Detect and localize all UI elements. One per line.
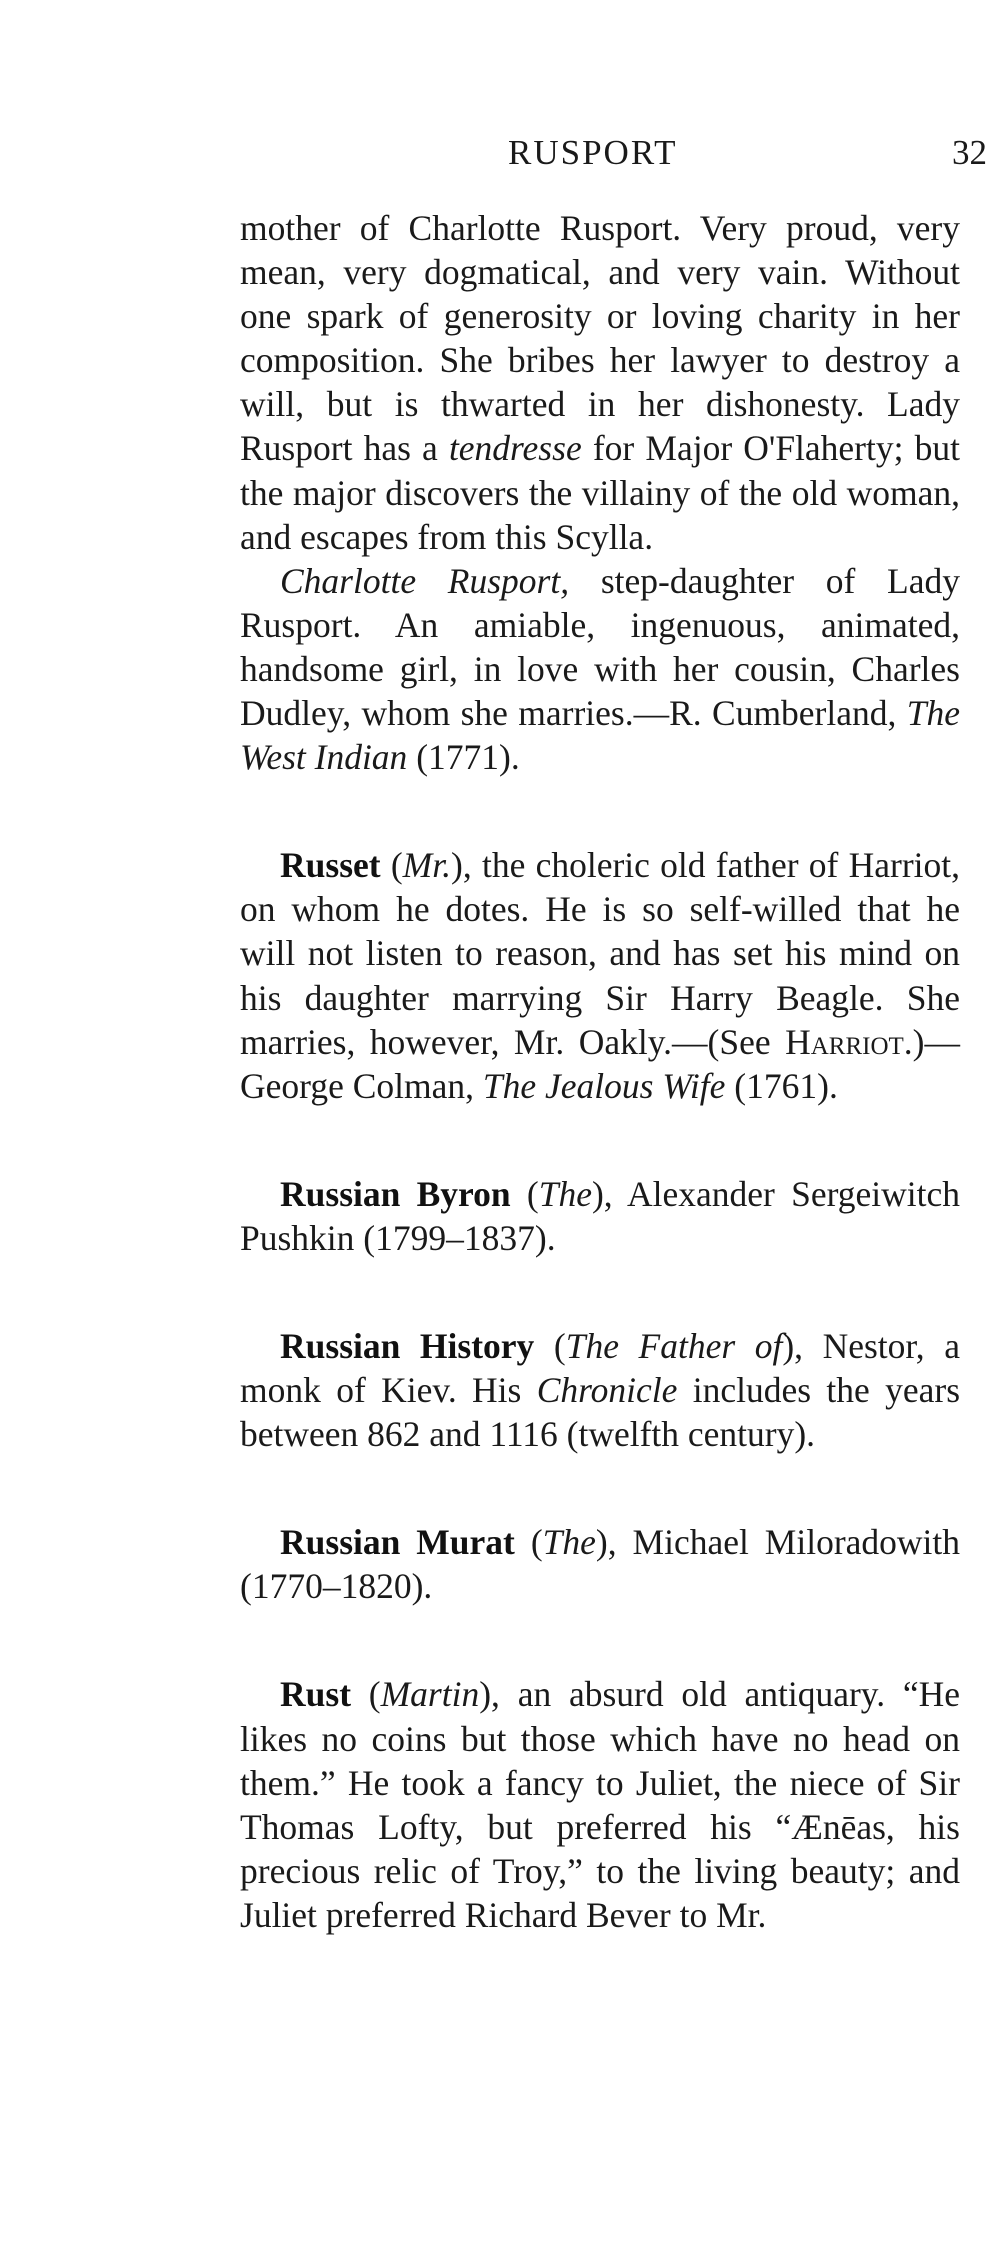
qualifier-paren: ( bbox=[351, 1674, 381, 1715]
work-title: The Jealous Wife bbox=[482, 1065, 726, 1106]
entry-text: for Major O'Flaherty; but the major discovers the villainy of the old woman, and escapes from this Scylla. bbox=[240, 428, 960, 557]
qualifier-paren: ), bbox=[595, 1522, 617, 1563]
qualifier-paren: ( bbox=[510, 1173, 539, 1214]
qualifier: The bbox=[542, 1522, 596, 1563]
entry-text: mother of Charlotte Rusport. Very proud, very mean, very dogmatical, and very vain. Without one spark of generosity or loving charity in her composition. She bribes her lawyer to destroy a will, but is thwarted in her dishonesty. Lady Rusport has a bbox=[240, 208, 960, 469]
running-title: RUSPORT bbox=[508, 133, 678, 172]
entry-text: step-daughter of Lady Rusport. An amiable, ingenuous, animated, handsome girl, in love with her cousin, Charles Dudley, whom she marries.—R. Cumberland, bbox=[240, 560, 960, 734]
entry-text: .)—George Colman, bbox=[240, 1021, 960, 1106]
entry-text: includes the years between 862 and 1116 (twelfth century). bbox=[240, 1370, 961, 1455]
page-number: 32 bbox=[952, 133, 987, 172]
entry-russian-byron bbox=[240, 1172, 960, 1260]
entry-text: the choleric old father of Harriot, on whom he dotes. He is so self-willed that he will not listen to reason, and has set his mind on his daughter marrying Sir Harry Beagle. She marries, however, Mr. Oakly.—(See bbox=[240, 845, 960, 1062]
italic-term: tendresse bbox=[448, 428, 582, 469]
headword: Russet bbox=[280, 845, 381, 886]
entry-text: Alexander Sergeiwitch Pushkin (1799–1837). bbox=[240, 1173, 960, 1258]
entry-russian-history bbox=[240, 1324, 960, 1456]
running-head bbox=[240, 128, 987, 178]
qualifier-paren: ( bbox=[514, 1522, 543, 1563]
qualifier-paren: ), bbox=[479, 1674, 500, 1715]
text-column bbox=[240, 206, 960, 1937]
headword: Russian Murat bbox=[280, 1522, 515, 1563]
headword: Rust bbox=[280, 1674, 352, 1715]
entry-text: (1761). bbox=[725, 1065, 838, 1106]
work-title: The West Indian bbox=[240, 693, 960, 778]
work-title: Chronicle bbox=[536, 1370, 678, 1411]
headword: Russian History bbox=[280, 1325, 535, 1366]
qualifier-paren: ), bbox=[782, 1325, 804, 1366]
qualifier: Mr. bbox=[402, 845, 451, 886]
entry-russet bbox=[240, 843, 960, 1108]
qualifier: The Father of bbox=[565, 1325, 783, 1366]
cross-reference: Harriot bbox=[785, 1021, 904, 1062]
qualifier-paren: ( bbox=[380, 845, 403, 886]
qualifier: Martin bbox=[380, 1674, 480, 1715]
headword: Russian Byron bbox=[280, 1173, 511, 1214]
entry-rust bbox=[240, 1672, 960, 1937]
entry-text: Michael Miloradowith (1770–1820). bbox=[240, 1522, 961, 1607]
entry-text: an absurd old antiquary. “He likes no coins but those which have no head on them.” He took a fancy to Juliet, the niece of Sir Thomas Lofty, but preferred his “Ænēas, his precious relic of Troy,” to the living beauty; and Juliet preferred Richard Bever to Mr. bbox=[240, 1674, 960, 1935]
entry-charlotte-rusport bbox=[240, 559, 960, 779]
qualifier: The bbox=[538, 1173, 592, 1214]
entry-russian-murat bbox=[240, 1520, 960, 1608]
character-name: Charlotte Rusport, bbox=[280, 560, 570, 601]
qualifier-paren: ( bbox=[534, 1325, 566, 1366]
qualifier-paren: ), bbox=[591, 1173, 613, 1214]
qualifier-paren: ), bbox=[451, 845, 472, 886]
entry-text: (1771). bbox=[407, 737, 520, 778]
entry-lady-rusport-continued bbox=[240, 206, 960, 559]
entry-text: Nestor, a monk of Kiev. His bbox=[240, 1325, 960, 1411]
